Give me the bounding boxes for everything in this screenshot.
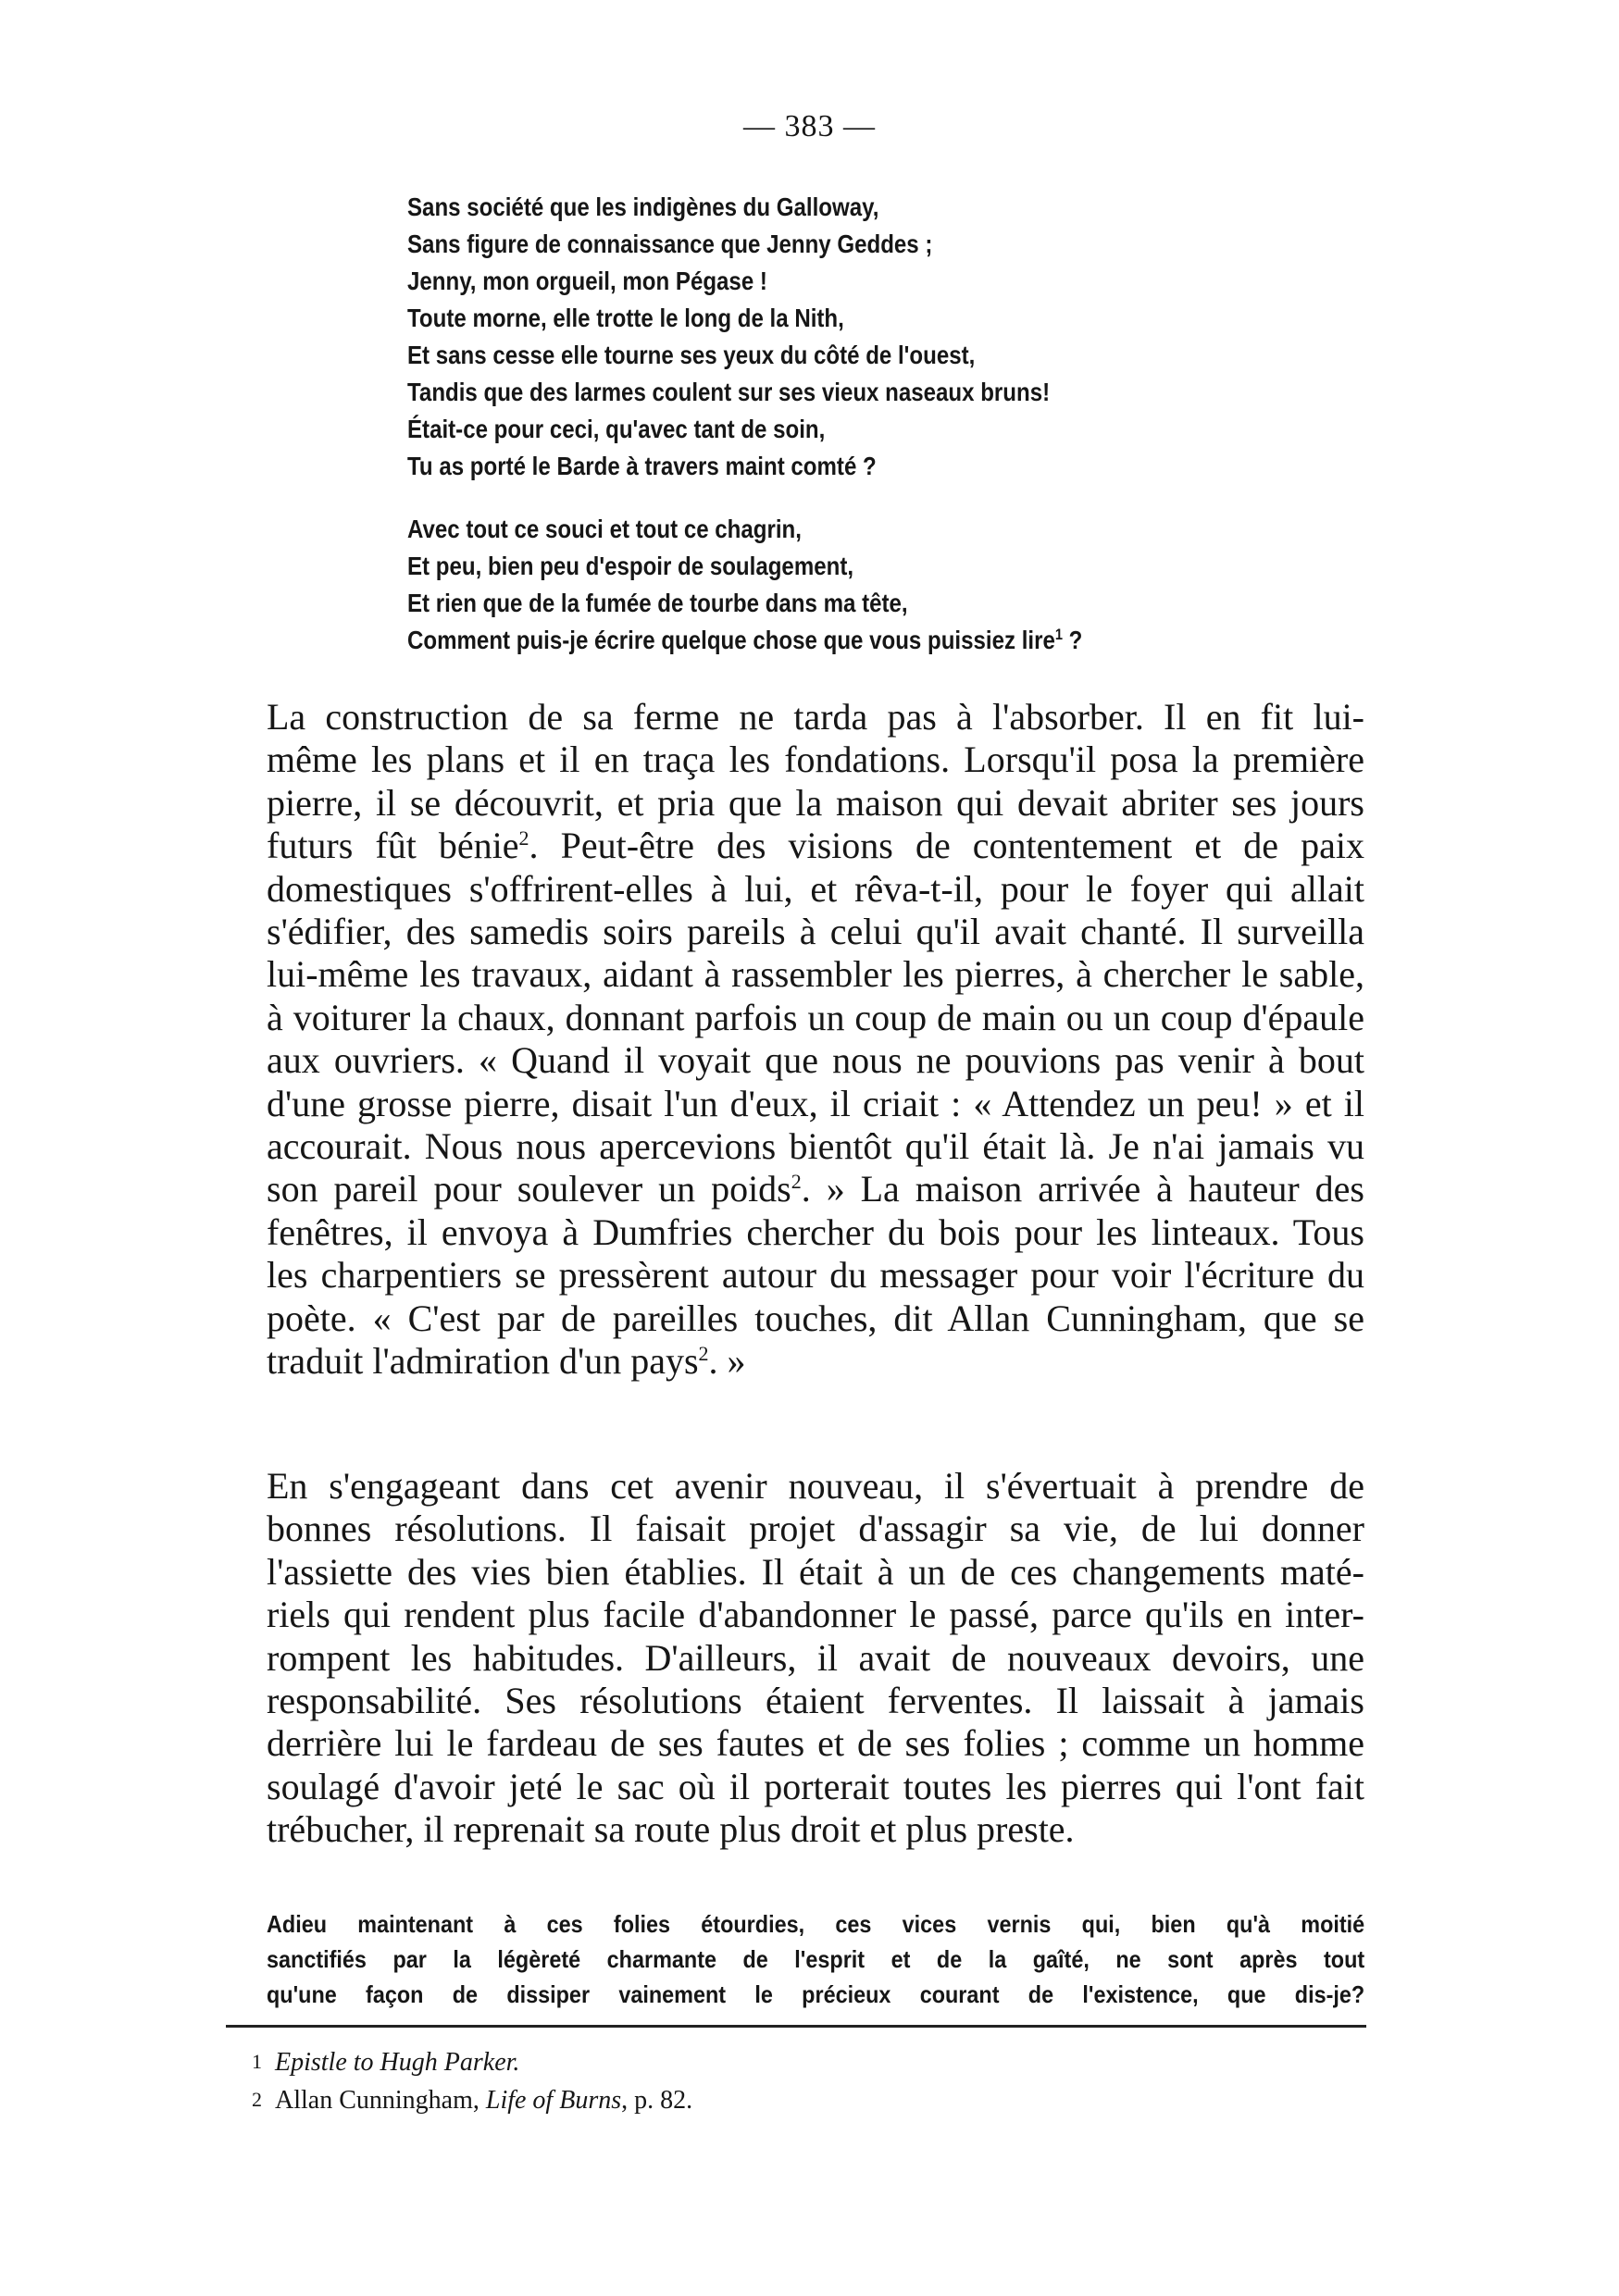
paragraph-line: l'assiette des vies bien établies. Il était à un de ces changements maté- — [267, 1550, 1364, 1593]
paragraph-line: poète. « C'est par de pareilles touches, dit Allan Cunningham, que se — [267, 1297, 1364, 1339]
line-text: futurs fût bénie — [267, 825, 519, 867]
footnote-rest: , p. 82. — [621, 2086, 693, 2115]
paragraph-line: s'édifier, des samedis soirs pareils à celui qu'il avait chanté. Il surveilla — [267, 911, 1364, 953]
footnote-ref-1: 1 — [1054, 626, 1063, 643]
paragraph-line: rompent les habitudes. D'ailleurs, il avait de nouveaux devoirs, une — [267, 1636, 1364, 1679]
footnote-number: 2 — [252, 2088, 262, 2111]
verse-line: Toute morne, elle trotte le long de la Nith, — [407, 304, 844, 332]
footnote-ref-2: 2 — [791, 1170, 802, 1194]
quote-line: Adieu maintenant à ces folies étourdies, ces vices vernis qui, bien qu'à moitié — [267, 1910, 1365, 1938]
line-tail: . » — [708, 1340, 746, 1383]
verse-line-end: ? — [1062, 626, 1083, 654]
quote-line: sanctifiés par la légèreté charmante de l'esprit et de la gaîté, ne sont après tout — [267, 1945, 1365, 1973]
footnote-ref-2: 2 — [698, 1342, 709, 1366]
paragraph-line: soulagé d'avoir jeté le sac où il porterait toutes les pierres qui l'ont fait — [267, 1765, 1364, 1807]
verse-line — [407, 622, 1283, 659]
paragraph-line: riels qui rendent plus facile d'abandonner le passé, parce qu'ils en inter- — [267, 1594, 1364, 1636]
line-tail: . » La maison arrivée à hauteur des — [801, 1168, 1365, 1210]
paragraph-1 — [267, 696, 1364, 1384]
footnote-divider — [226, 2025, 1366, 2028]
verse-line: Et rien que de la fumée de tourbe dans ma tête, — [407, 589, 908, 617]
paragraph-line: trébucher, il reprenait sa route plus droit et plus preste. — [267, 1808, 1075, 1851]
paragraph-line: les charpentiers se pressèrent autour du messager pour voir l'écriture du — [267, 1254, 1364, 1297]
paragraph-line: En s'engageant dans cet avenir nouveau, il s'évertuait à prendre de — [267, 1465, 1364, 1507]
verse-line: Et sans cesse elle tourne ses yeux du côté de l'ouest, — [407, 341, 976, 369]
paragraph-line: d'une grosse pierre, disait l'un d'eux, il criait : « Attendez un peu! » et il — [267, 1082, 1364, 1124]
quote-line: qu'une façon de dissiper vainement le précieux courant de l'existence, que dis-je? — [267, 1980, 1365, 2008]
paragraph-line — [267, 1340, 1364, 1383]
verse-line-text: Comment puis-je écrire quelque chose que vous puissiez lire — [407, 626, 1055, 654]
footnote-title: Epistle to Hugh Parker. — [275, 2048, 520, 2077]
paragraph-line: à voiturer la chaux, donnant parfois un coup de main ou un coup d'épaule — [267, 996, 1364, 1038]
footnote-2 — [252, 2081, 1316, 2119]
verse-line: Et peu, bien peu d'espoir de soulagement, — [407, 552, 854, 580]
paragraph-2 — [267, 1465, 1364, 1852]
verse-line: Jenny, mon orgueil, mon Pégase ! — [407, 267, 767, 295]
verse-line: Sans figure de connaissance que Jenny Geddes ; — [407, 230, 933, 258]
page-number: — 383 — — [743, 109, 876, 143]
paragraph-line: derrière lui le fardeau de ses fautes et de ses folies ; comme un homme — [267, 1722, 1364, 1765]
line-tail: . Peut-être des visions de contentement et de paix — [529, 825, 1364, 867]
paragraph-line: La construction de sa ferme ne tarda pas à l'absorber. Il en fit lui- — [267, 696, 1364, 738]
paragraph-line — [267, 825, 1364, 867]
paragraph-line: domestiques s'offrirent-elles à lui, et rêva-t-il, pour le foyer qui allait — [267, 867, 1364, 910]
paragraph-line: pierre, il se découvrit, et pria que la maison qui devait abriter ses jours — [267, 781, 1364, 824]
paragraph-line: responsabilité. Ses résolutions étaient ferventes. Il laissait à jamais — [267, 1680, 1364, 1722]
verse-line: Était-ce pour ceci, qu'avec tant de soin, — [407, 415, 826, 443]
footnote-title: Life of Burns — [485, 2086, 622, 2115]
footnote-ref-2: 2 — [518, 826, 529, 850]
paragraph-line: accourait. Nous nous apercevions bientôt qu'il était là. Je n'ai jamais vu — [267, 1125, 1364, 1168]
paragraph-line: bonnes résolutions. Il faisait projet d'assagir sa vie, de lui donner — [267, 1508, 1364, 1550]
verse-line: Tu as porté le Barde à travers maint comté ? — [407, 452, 877, 480]
footnote-number: 1 — [252, 2050, 262, 2073]
line-text: son pareil pour soulever un poids — [267, 1168, 791, 1210]
verse-stanza-2 — [407, 511, 1283, 659]
paragraph-line: fenêtres, il envoya à Dumfries chercher du bois pour les linteaux. Tous — [267, 1210, 1364, 1253]
line-text: traduit l'admiration d'un pays — [267, 1340, 699, 1383]
paragraph-line: lui-même les travaux, aidant à rassembler les pierres, à chercher le sable, — [267, 953, 1364, 996]
footnotes — [252, 2043, 1316, 2119]
paragraph-line — [267, 1168, 1364, 1210]
block-quote — [267, 1906, 1364, 2012]
footnote-author: Allan Cunningham, — [275, 2086, 486, 2115]
verse-line: Sans société que les indigènes du Galloway, — [407, 192, 879, 221]
paragraph-line: même les plans et il en traça les fondations. Lorsqu'il posa la première — [267, 738, 1364, 781]
verse-stanza-1 — [407, 189, 1283, 485]
verse-line: Avec tout ce souci et tout ce chagrin, — [407, 515, 802, 543]
paragraph-line: aux ouvriers. « Quand il voyait que nous ne pouvions pas venir à bout — [267, 1039, 1364, 1082]
verse-line: Tandis que des larmes coulent sur ses vieux naseaux bruns! — [407, 378, 1051, 406]
footnote-1 — [252, 2043, 1316, 2081]
